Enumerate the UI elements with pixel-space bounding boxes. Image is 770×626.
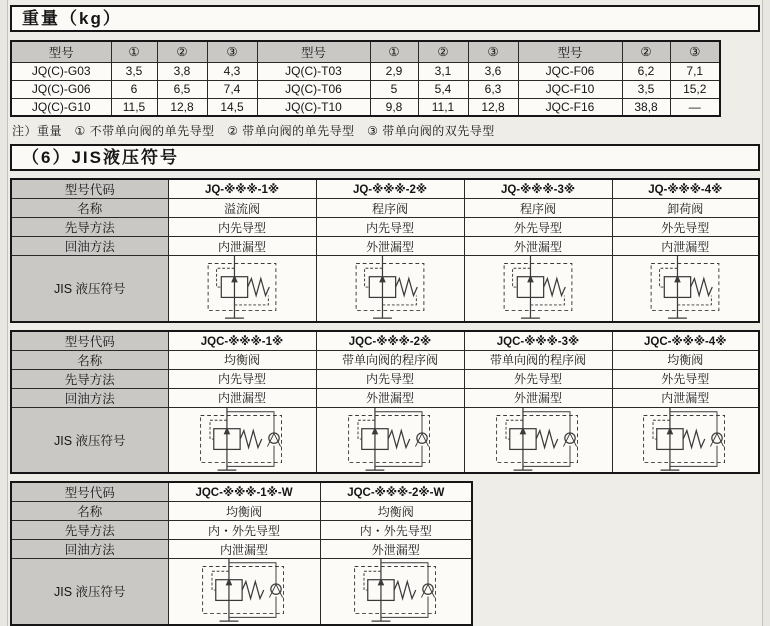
valve-name-cell: 程序阀 bbox=[316, 199, 464, 218]
drain-method-cell: 外泄漏型 bbox=[320, 540, 472, 559]
drain-method-cell: 内泄漏型 bbox=[612, 388, 759, 407]
weight-value-cell: 11,5 bbox=[111, 98, 157, 116]
pilot-method-cell: 内・外先导型 bbox=[320, 521, 472, 540]
symbol-cell bbox=[168, 256, 316, 322]
weight-table-row bbox=[11, 98, 720, 116]
model-cell: JQ(C)-T06 bbox=[257, 80, 370, 98]
row-label: 型号代码 bbox=[11, 179, 168, 199]
pilot-method-cell: 外先导型 bbox=[612, 218, 759, 237]
pilot-operated-valve-with-check-jis-symbol-icon bbox=[330, 408, 450, 472]
symbol-cell bbox=[316, 256, 464, 322]
symbol-cell bbox=[612, 256, 759, 322]
pilot-operated-valve-with-check-jis-symbol-icon bbox=[478, 408, 598, 472]
model-code-cell: JQC-※※※-3※ bbox=[464, 331, 612, 351]
drain-method-cell: 内泄漏型 bbox=[168, 388, 316, 407]
weight-col-header: ③ bbox=[468, 41, 518, 62]
weight-value-cell: 38,8 bbox=[622, 98, 670, 116]
model-code-cell: JQ-※※※-1※ bbox=[168, 179, 316, 199]
weight-table bbox=[10, 40, 721, 117]
symbol-cell bbox=[612, 407, 759, 473]
weight-col-header: 型号 bbox=[518, 41, 622, 62]
valve-name-cell: 均衡阀 bbox=[320, 502, 472, 521]
row-label: 回油方法 bbox=[11, 540, 168, 559]
weight-col-header: ③ bbox=[670, 41, 720, 62]
weight-value-cell: 3,5 bbox=[111, 62, 157, 80]
weight-value-cell: 12,8 bbox=[157, 98, 207, 116]
table-row bbox=[11, 179, 759, 199]
drain-method-cell: 内泄漏型 bbox=[612, 237, 759, 256]
weight-col-header: ① bbox=[111, 41, 157, 62]
table-row bbox=[11, 331, 759, 351]
pilot-method-cell: 外先导型 bbox=[464, 369, 612, 388]
valve-name-cell: 带单向阀的程序阀 bbox=[316, 350, 464, 369]
model-code-cell: JQC-※※※-4※ bbox=[612, 331, 759, 351]
pilot-method-cell: 内先导型 bbox=[168, 369, 316, 388]
model-cell: JQ(C)-G03 bbox=[11, 62, 111, 80]
pilot-operated-valve-jis-symbol-icon bbox=[627, 256, 743, 320]
table-row bbox=[11, 559, 472, 625]
weight-col-header: ① bbox=[370, 41, 418, 62]
valve-name-cell: 均衡阀 bbox=[168, 502, 320, 521]
model-cell: JQ(C)-G10 bbox=[11, 98, 111, 116]
symbol-cell bbox=[316, 407, 464, 473]
weight-col-header: ② bbox=[622, 41, 670, 62]
weight-value-cell: 3,5 bbox=[622, 80, 670, 98]
weight-value-cell: — bbox=[670, 98, 720, 116]
weight-col-header: ② bbox=[418, 41, 468, 62]
jis-table-jq bbox=[10, 178, 760, 323]
row-label: 型号代码 bbox=[11, 482, 168, 502]
table-row bbox=[11, 237, 759, 256]
row-label: JIS 液压符号 bbox=[11, 256, 168, 322]
symbol-cell bbox=[320, 559, 472, 625]
row-label: 先导方法 bbox=[11, 218, 168, 237]
jis-section-title-text: （6）JIS液压符号 bbox=[22, 148, 179, 167]
drain-method-cell: 外泄漏型 bbox=[464, 237, 612, 256]
model-cell: JQC-F10 bbox=[518, 80, 622, 98]
table-row bbox=[11, 407, 759, 473]
table-row bbox=[11, 199, 759, 218]
drain-method-cell: 外泄漏型 bbox=[316, 237, 464, 256]
pilot-operated-valve-with-check-jis-symbol-icon bbox=[336, 559, 456, 623]
weight-table-row bbox=[11, 62, 720, 80]
weight-value-cell: 3,6 bbox=[468, 62, 518, 80]
model-cell: JQ(C)-G06 bbox=[11, 80, 111, 98]
jis-table-jqc bbox=[10, 330, 760, 475]
pilot-method-cell: 内・外先导型 bbox=[168, 521, 320, 540]
row-label: 名称 bbox=[11, 350, 168, 369]
weight-col-header: 型号 bbox=[11, 41, 111, 62]
weight-value-cell: 15,2 bbox=[670, 80, 720, 98]
table-row bbox=[11, 388, 759, 407]
model-code-cell: JQC-※※※-2※ bbox=[316, 331, 464, 351]
row-label: 名称 bbox=[11, 502, 168, 521]
model-code-cell: JQC-※※※-1※-W bbox=[168, 482, 320, 502]
model-cell: JQ(C)-T10 bbox=[257, 98, 370, 116]
pilot-method-cell: 内先导型 bbox=[168, 218, 316, 237]
drain-method-cell: 内泄漏型 bbox=[168, 237, 316, 256]
drain-method-cell: 外泄漏型 bbox=[464, 388, 612, 407]
pilot-operated-valve-jis-symbol-icon bbox=[480, 256, 596, 320]
catalog-page bbox=[7, 0, 763, 626]
jis-table-jqc-w bbox=[10, 481, 473, 626]
weight-value-cell: 6 bbox=[111, 80, 157, 98]
pilot-operated-valve-with-check-jis-symbol-icon bbox=[182, 408, 302, 472]
pilot-method-cell: 外先导型 bbox=[464, 218, 612, 237]
valve-name-cell: 溢流阀 bbox=[168, 199, 316, 218]
weight-value-cell: 4,3 bbox=[207, 62, 257, 80]
table-row bbox=[11, 218, 759, 237]
weight-note: 注）重量 ① 不带单向阀的单先导型 ② 带单向阀的单先导型 ③ 带单向阀的双先导型 bbox=[12, 124, 495, 138]
weight-section-title bbox=[10, 5, 760, 32]
symbol-cell bbox=[168, 559, 320, 625]
model-cell: JQC-F16 bbox=[518, 98, 622, 116]
drain-method-cell: 内泄漏型 bbox=[168, 540, 320, 559]
table-row bbox=[11, 540, 472, 559]
pilot-operated-valve-with-check-jis-symbol-icon bbox=[625, 408, 745, 472]
pilot-method-cell: 内先导型 bbox=[316, 369, 464, 388]
weight-value-cell: 6,3 bbox=[468, 80, 518, 98]
pilot-method-cell: 内先导型 bbox=[316, 218, 464, 237]
row-label: 回油方法 bbox=[11, 237, 168, 256]
valve-name-cell: 均衡阀 bbox=[612, 350, 759, 369]
drain-method-cell: 外泄漏型 bbox=[316, 388, 464, 407]
weight-value-cell: 6,5 bbox=[157, 80, 207, 98]
row-label: 先导方法 bbox=[11, 521, 168, 540]
valve-name-cell: 带单向阀的程序阀 bbox=[464, 350, 612, 369]
weight-section-title-text: 重量（kg） bbox=[22, 9, 122, 28]
weight-value-cell: 3,1 bbox=[418, 62, 468, 80]
pilot-method-cell: 外先导型 bbox=[612, 369, 759, 388]
symbol-cell bbox=[464, 256, 612, 322]
pilot-operated-valve-jis-symbol-icon bbox=[332, 256, 448, 320]
weight-col-header: ② bbox=[157, 41, 207, 62]
model-cell: JQ(C)-T03 bbox=[257, 62, 370, 80]
row-label: JIS 液压符号 bbox=[11, 407, 168, 473]
symbol-cell bbox=[168, 407, 316, 473]
pilot-operated-valve-with-check-jis-symbol-icon bbox=[184, 559, 304, 623]
model-code-cell: JQ-※※※-2※ bbox=[316, 179, 464, 199]
weight-col-header: 型号 bbox=[257, 41, 370, 62]
weight-value-cell: 5,4 bbox=[418, 80, 468, 98]
row-label: 型号代码 bbox=[11, 331, 168, 351]
weight-value-cell: 6,2 bbox=[622, 62, 670, 80]
row-label: 名称 bbox=[11, 199, 168, 218]
table-row bbox=[11, 369, 759, 388]
table-row bbox=[11, 502, 472, 521]
weight-table-header-row bbox=[11, 41, 720, 62]
table-row bbox=[11, 256, 759, 322]
weight-value-cell: 11,1 bbox=[418, 98, 468, 116]
weight-value-cell: 14,5 bbox=[207, 98, 257, 116]
table-row bbox=[11, 350, 759, 369]
valve-name-cell: 均衡阀 bbox=[168, 350, 316, 369]
model-code-cell: JQC-※※※-2※-W bbox=[320, 482, 472, 502]
weight-value-cell: 2,9 bbox=[370, 62, 418, 80]
weight-table-row bbox=[11, 80, 720, 98]
valve-name-cell: 卸荷阀 bbox=[612, 199, 759, 218]
model-cell: JQC-F06 bbox=[518, 62, 622, 80]
valve-name-cell: 程序阀 bbox=[464, 199, 612, 218]
weight-value-cell: 7,1 bbox=[670, 62, 720, 80]
model-code-cell: JQC-※※※-1※ bbox=[168, 331, 316, 351]
table-row bbox=[11, 482, 472, 502]
row-label: JIS 液压符号 bbox=[11, 559, 168, 625]
weight-value-cell: 9,8 bbox=[370, 98, 418, 116]
pilot-operated-valve-jis-symbol-icon bbox=[184, 256, 300, 320]
weight-value-cell: 5 bbox=[370, 80, 418, 98]
weight-value-cell: 7,4 bbox=[207, 80, 257, 98]
table-row bbox=[11, 521, 472, 540]
symbol-cell bbox=[464, 407, 612, 473]
weight-value-cell: 12,8 bbox=[468, 98, 518, 116]
jis-section-title bbox=[10, 144, 760, 171]
row-label: 回油方法 bbox=[11, 388, 168, 407]
model-code-cell: JQ-※※※-4※ bbox=[612, 179, 759, 199]
weight-col-header: ③ bbox=[207, 41, 257, 62]
row-label: 先导方法 bbox=[11, 369, 168, 388]
weight-value-cell: 3,8 bbox=[157, 62, 207, 80]
model-code-cell: JQ-※※※-3※ bbox=[464, 179, 612, 199]
